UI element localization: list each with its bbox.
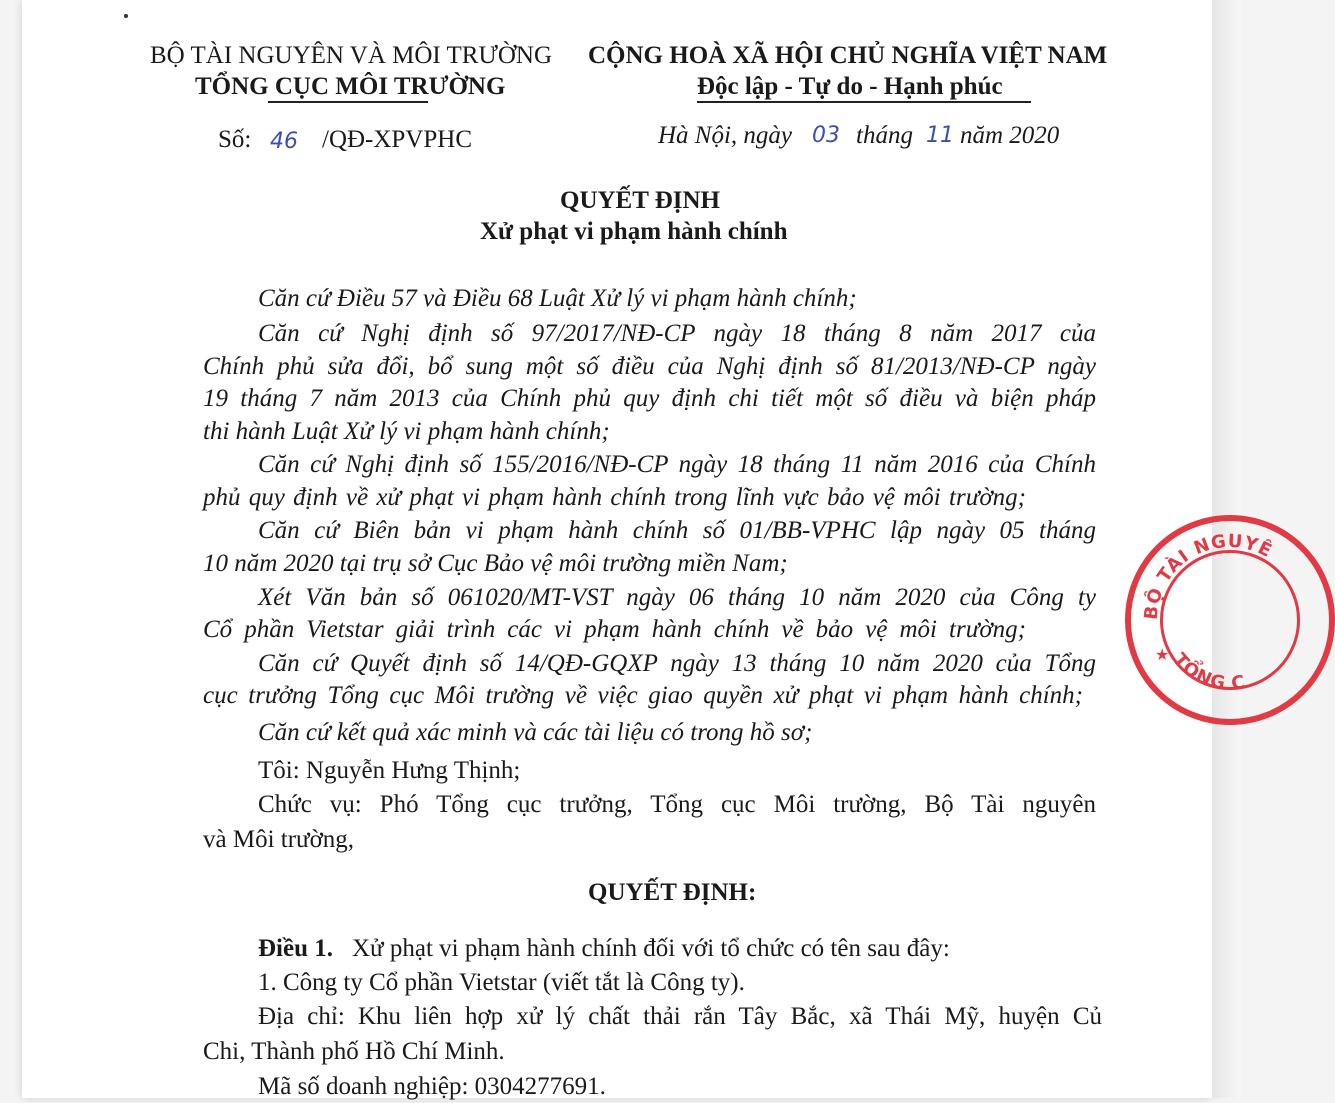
preamble-line: Cổ phần Vietstar giải trình các vi phạm hành chính về bảo vệ môi trường; [203,616,1026,643]
agency-name: TỔNG CỤC MÔI TRƯỜNG [195,73,506,100]
seal-lettering [1135,525,1325,715]
speck [124,14,128,18]
motto-underline [697,101,1031,103]
preamble-line: Chính phủ sửa đổi, bổ sung một số điều của Nghị định số 81/2013/NĐ-CP ngày [203,353,1096,380]
preamble-line: phủ quy định về xử phạt vi phạm hành chính trong lĩnh vực bảo vệ môi trường; [203,484,1026,511]
preamble-line: 10 năm 2020 tại trụ sở Cục Bảo vệ môi trường miền Nam; [203,550,788,577]
preamble-line: Căn cứ Nghị định số 155/2016/NĐ-CP ngày 18 tháng 11 năm 2016 của Chính [258,451,1096,478]
article-label: Điều 1. [258,935,333,962]
seal-text-bottom: TỔNG C [1168,649,1247,695]
signer-position: Chức vụ: Phó Tổng cục trưởng, Tổng cục Môi trường, Bộ Tài nguyên [258,791,1096,818]
article-item: 1. Công ty Cổ phần Vietstar (viết tắt là Công ty). [258,969,745,996]
preamble-line: Căn cứ Biên bản vi phạm hành chính số 01/BB-VPHC lập ngày 05 tháng [258,517,1096,544]
date-month-label: tháng [856,122,913,149]
company-address-cont: Chi, Thành phố Hồ Chí Minh. [203,1038,505,1065]
svg-text:BỘ TÀI NGUYÊ [1141,531,1276,621]
date-prefix: Hà Nội, ngày [658,122,793,149]
doc-number-suffix: /QĐ-XPVPHC [322,126,473,153]
preamble-line: 19 tháng 7 năm 2013 của Chính phủ quy định chi tiết một số điều và biện pháp [203,385,1096,412]
country-name: CỘNG HOÀ XÃ HỘI CHỦ NGHĨA VIỆT NAM [588,42,1108,69]
doc-number-label: Số: [218,126,252,153]
seal-text-top: BỘ TÀI NGUYÊ [1140,530,1276,621]
agency-underline [268,101,428,103]
decision-title: QUYẾT ĐỊNH [560,187,720,214]
date-day-handwritten: 03 [812,123,840,148]
preamble-line: Xét Văn bản số 061020/MT-VST ngày 06 tháng 10 năm 2020 của Công ty [258,584,1096,611]
ministry-name: BỘ TÀI NGUYÊN VÀ MÔI TRƯỜNG [150,42,553,69]
national-motto: Độc lập - Tự do - Hạnh phúc [697,73,1003,100]
preamble-line: thi hành Luật Xử lý vi phạm hành chính; [203,418,610,445]
doc-number-handwritten: 46 [270,129,298,154]
decision-subtitle: Xử phạt vi phạm hành chính [480,218,788,245]
signer-position-cont: và Môi trường, [203,826,355,853]
date-year: năm 2020 [960,122,1060,149]
svg-text:★: ★ [1155,645,1170,664]
svg-text:TỔNG C [1169,649,1247,694]
preamble-line: Căn cứ Nghị định số 97/2017/NĐ-CP ngày 18 tháng 8 năm 2017 của [258,320,1096,347]
preamble-line: Căn cứ Điều 57 và Điều 68 Luật Xử lý vi phạm hành chính; [258,285,857,312]
decision-heading: QUYẾT ĐỊNH: [588,879,757,906]
date-month-handwritten: 11 [926,123,954,148]
article-text: Xử phạt vi phạm hành chính đối với tổ chức có tên sau đây: [352,935,950,962]
tax-code: Mã số doanh nghiệp: 0304277691. [258,1073,606,1100]
preamble-line: Căn cứ kết quả xác minh và các tài liệu có trong hồ sơ; [258,719,813,746]
preamble-line: Căn cứ Quyết định số 14/QĐ-GQXP ngày 13 tháng 10 năm 2020 của Tổng [258,650,1096,677]
company-address: Địa chỉ: Khu liên hợp xử lý chất thải rắn Tây Bắc, xã Thái Mỹ, huyện Củ [258,1003,1102,1030]
preamble-line: cục trưởng Tổng cục Môi trường về việc giao quyền xử phạt vi phạm hành chính; [203,682,1083,709]
signer-name: Tôi: Nguyễn Hưng Thịnh; [258,757,521,784]
